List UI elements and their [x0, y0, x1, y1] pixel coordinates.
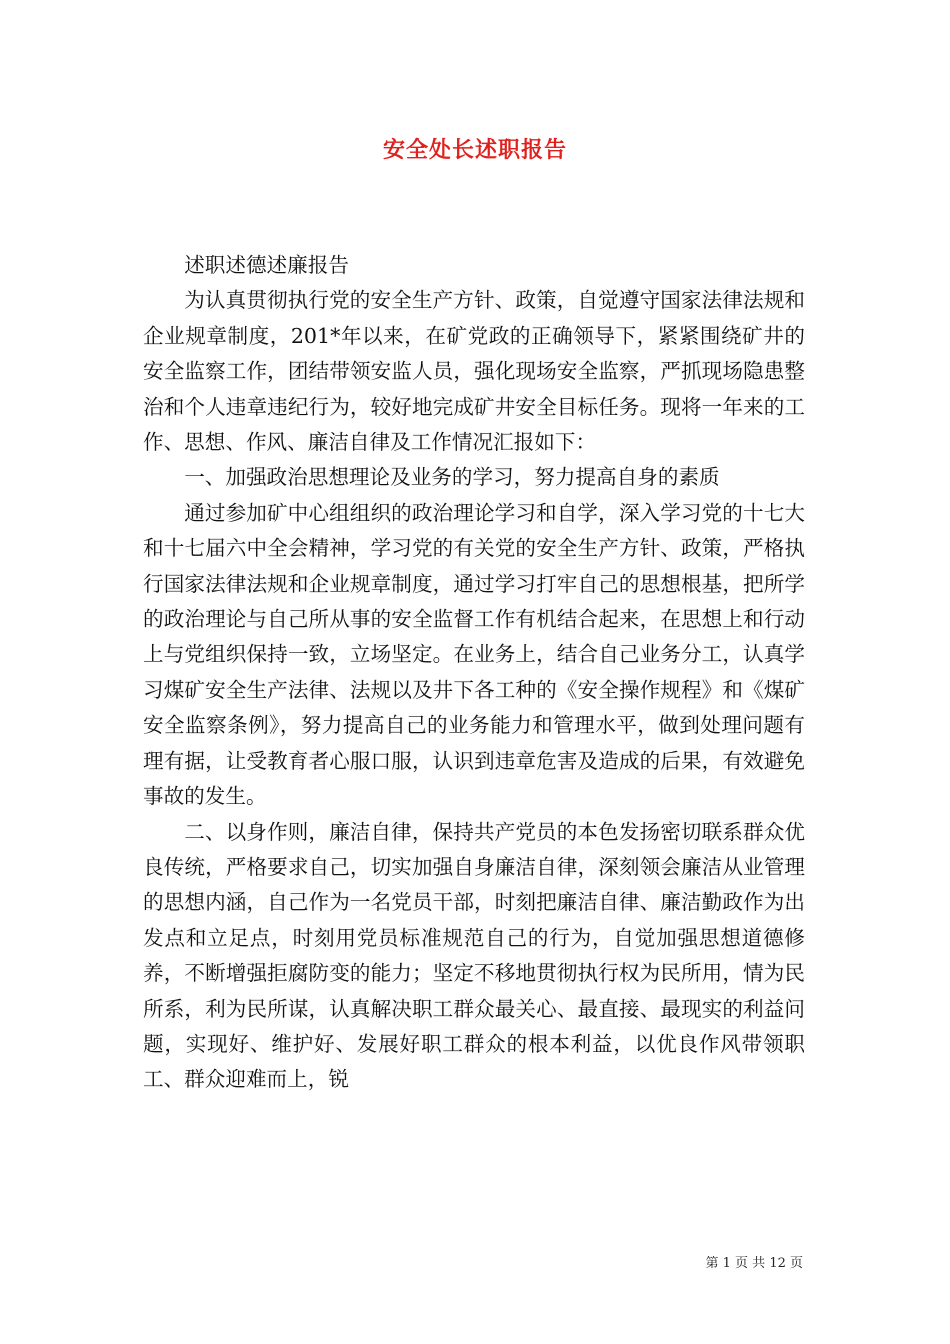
paragraph-section-2: 二、以身作则，廉洁自律，保持共产党员的本色发扬密切联系群众优良传统，严格要求自己，切实加强自身廉洁自律，深刻领会廉洁从业管理的思想内涵，自己作为一名党员干部，时刻把廉洁自律、廉洁勤政作为出发点和立足点，时刻用党员标准规范自己的行为，自觉加强思想道德修养，不断增强拒腐防变的能力；坚定不移地贯彻执行权为民所用，情为民所系，利为民所谋，认真解决职工群众最关心、最直接、最现实的利益问题，实现好、维护好、发展好职工群众的根本利益，以优良作风带领职工、群众迎难而上，锐 [143, 819, 805, 1092]
paragraph-heading: 述职述德述廉报告 [184, 253, 349, 277]
document-title: 安全处长述职报告 [382, 137, 567, 163]
page-number: 第 1 页 共 12 页 [705, 1256, 803, 1271]
document-body [143, 248, 805, 1098]
paragraph-intro: 为认真贯彻执行党的安全生产方针、政策，自觉遵守国家法律法规和企业规章制度，201*年以来，在矿党政的正确领导下，紧紧围绕矿井的安全监察工作，团结带领安监人员，强化现场安全监察，严抓现场隐患整治和个人违章违纪行为，较好地完成矿井安全目标任务。现将一年来的工作、思想、作风、廉洁自律及工作情况汇报如下： [143, 288, 805, 455]
section-heading-1: 一、加强政治思想理论及业务的学习，努力提高自身的素质 [184, 465, 720, 490]
paragraph-section-1: 通过参加矿中心组组织的政治理论学习和自学，深入学习党的十七大和十七届六中全会精神，学习党的有关党的安全生产方针、政策，严格执行国家法律法规和企业规章制度，通过学习打牢自己的思想根基，把所学的政治理论与自己所从事的安全监督工作有机结合起来，在思想上和行动上与党组织保持一致，立场坚定。在业务上，结合自己业务分工，认真学习煤矿安全生产法律、法规以及井下各工种的《安全操作规程》和《煤矿安全监察条例》，努力提高自己的业务能力和管理水平，做到处理问题有理有据，让受教育者心服口服，认识到违章危害及造成的后果，有效避免事故的发生。 [143, 500, 805, 809]
